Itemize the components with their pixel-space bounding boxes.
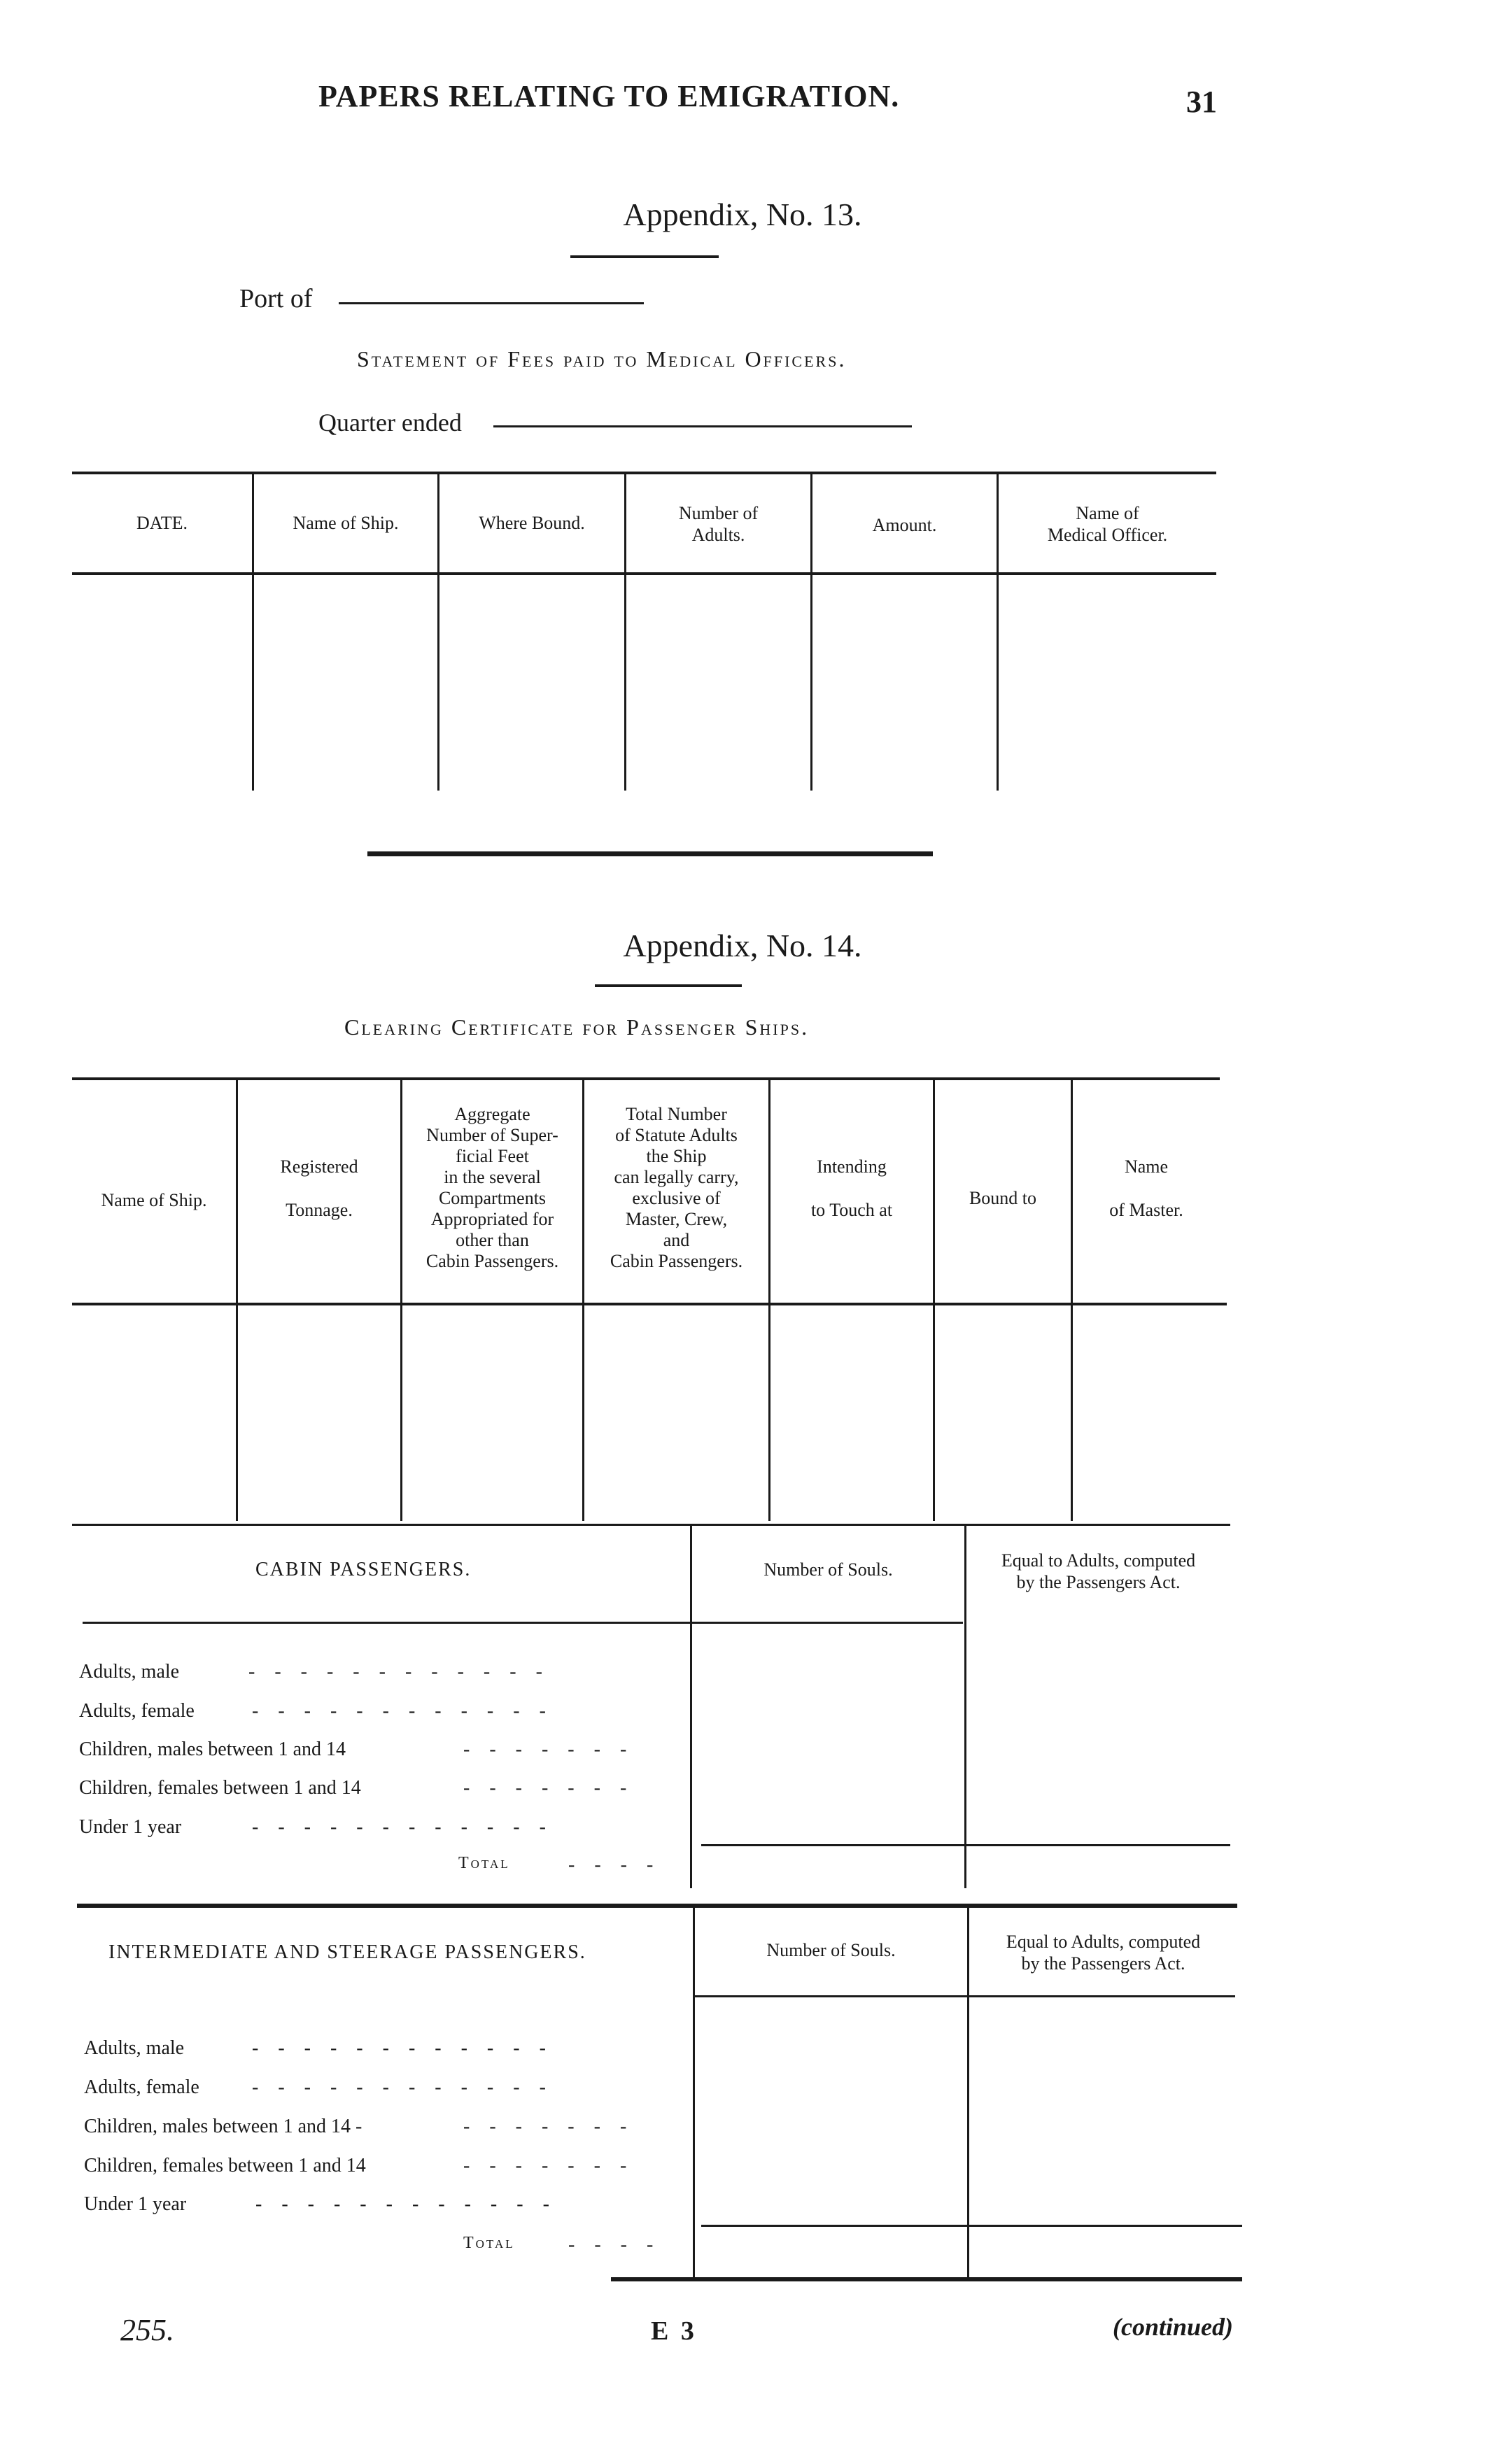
appendix-13-title-rule bbox=[570, 255, 719, 258]
appendix-14-title: Appendix, No. 14. bbox=[623, 928, 862, 963]
leader-dots: - - - - - - - - - - - - bbox=[248, 1661, 542, 1683]
cabin-row-label: Children, females between 1 and 14 bbox=[79, 1777, 361, 1799]
leader-dots: - - - - - - - - - - - - bbox=[252, 2037, 546, 2059]
table14-col-divider bbox=[933, 1080, 935, 1521]
col-bound-to-header: Bound to bbox=[969, 1188, 1037, 1208]
fees-statement-heading: Statement of Fees paid to Medical Officers. bbox=[357, 346, 847, 371]
steerage-total-label: Total bbox=[463, 2234, 515, 2252]
steerage-equal-header: Equal to Adults, computed by the Passengers Act. bbox=[1006, 1932, 1201, 1974]
steerage-row-label: Children, females between 1 and 14 bbox=[84, 2155, 366, 2176]
col-statute-adults-header: Total Number of Statute Adults the Ship can legally carry, exclusive of Master, Crew, and Cabin Passengers. bbox=[610, 1104, 743, 1271]
cabin-equal-header: Equal to Adults, computed by the Passengers Act. bbox=[1001, 1550, 1196, 1592]
quarter-label: Quarter ended bbox=[318, 409, 462, 437]
cabin-passengers-heading: CABIN PASSENGERS. bbox=[255, 1559, 472, 1580]
col-medical-officer-header: Name of Medical Officer. bbox=[1047, 503, 1168, 545]
steerage-passengers-heading: INTERMEDIATE AND STEERAGE PASSENGERS. bbox=[108, 1941, 586, 1963]
col-aggregate-feet-header: Aggregate Number of Super- ficial Feet in the several Compartments Appropriated for other than Cabin Passengers. bbox=[425, 1104, 559, 1271]
cabin-header-rule bbox=[83, 1622, 963, 1624]
col-number-of-adults-header: Number of Adults. bbox=[678, 503, 759, 545]
steerage-divider-souls bbox=[693, 1908, 695, 2277]
table13-top-rule bbox=[72, 472, 1216, 474]
footer-continued: (continued) bbox=[1113, 2313, 1234, 2341]
table14-header-rule bbox=[72, 1303, 1227, 1305]
steerage-bottom-rule bbox=[611, 2277, 1242, 2281]
table14-col-divider bbox=[1071, 1080, 1073, 1521]
leader-dots: - - - - - - - bbox=[463, 1777, 627, 1799]
clearing-certificate-heading: Clearing Certificate for Passenger Ships. bbox=[344, 1014, 810, 1040]
page-number: 31 bbox=[1186, 85, 1217, 119]
cabin-souls-header: Number of Souls. bbox=[763, 1559, 893, 1580]
leader-dots: - - - - bbox=[568, 1854, 654, 1876]
leader-dots: - - - - - - - bbox=[463, 1739, 627, 1760]
quarter-blank-line bbox=[493, 425, 912, 427]
steerage-souls-header: Number of Souls. bbox=[766, 1940, 896, 1960]
cabin-row-label: Adults, female bbox=[79, 1700, 195, 1722]
leader-dots: - - - - - - - - - - - - bbox=[252, 1816, 546, 1838]
col-date-header: DATE. bbox=[136, 513, 188, 533]
port-blank-line bbox=[339, 302, 644, 304]
leader-dots: - - - - - - - - - - - - bbox=[252, 2076, 546, 2098]
leader-dots: - - - - - - - bbox=[463, 2155, 627, 2176]
table14-col-divider bbox=[768, 1080, 770, 1521]
section-separator-rule bbox=[367, 851, 933, 856]
cabin-top-rule bbox=[72, 1524, 1230, 1526]
cabin-row-label: Adults, male bbox=[79, 1661, 180, 1683]
col-amount-header: Amount. bbox=[872, 515, 937, 535]
appendix-14-title-rule bbox=[595, 984, 742, 987]
leader-dots: - - - - - - - - - - - - bbox=[252, 1700, 546, 1722]
cabin-total-label: Total bbox=[458, 1854, 510, 1872]
cabin-row-label: Under 1 year bbox=[79, 1816, 182, 1838]
col-ship-name-header: Name of Ship. bbox=[101, 1190, 207, 1210]
steerage-header-rule bbox=[695, 1995, 1235, 1997]
col-where-bound-header: Where Bound. bbox=[479, 513, 585, 533]
col-intending-header: Intending to Touch at bbox=[810, 1156, 893, 1220]
steerage-row-label: Children, males between 1 and 14 - bbox=[84, 2116, 363, 2137]
col-name-of-ship-header: Name of Ship. bbox=[293, 513, 399, 533]
col-registered-tonnage-header: Registered Tonnage. bbox=[280, 1156, 358, 1220]
steerage-top-rule bbox=[77, 1904, 1237, 1908]
table14-col-divider bbox=[236, 1080, 238, 1521]
leader-dots: - - - - - - - - - - - - bbox=[255, 2193, 549, 2215]
col-master-header: Name of Master. bbox=[1109, 1156, 1183, 1220]
steerage-row-label: Adults, male bbox=[84, 2037, 185, 2059]
table14-top-rule bbox=[72, 1077, 1220, 1080]
leader-dots: - - - - - - - bbox=[463, 2116, 627, 2137]
running-title: PAPERS RELATING TO EMIGRATION. bbox=[318, 79, 900, 113]
footer-left-number: 255. bbox=[120, 2313, 174, 2347]
port-label: Port of bbox=[239, 284, 313, 313]
appendix-13-title: Appendix, No. 13. bbox=[623, 197, 862, 232]
leader-dots: - - - - bbox=[568, 2234, 654, 2256]
cabin-total-rule bbox=[701, 1844, 1230, 1846]
steerage-row-label: Under 1 year bbox=[84, 2193, 187, 2215]
table13-header-rule bbox=[72, 572, 1216, 575]
cabin-row-label: Children, males between 1 and 14 bbox=[79, 1739, 346, 1760]
footer-signature-mark: E 3 bbox=[651, 2316, 697, 2346]
steerage-row-label: Adults, female bbox=[84, 2076, 199, 2098]
steerage-total-rule bbox=[701, 2225, 1242, 2227]
